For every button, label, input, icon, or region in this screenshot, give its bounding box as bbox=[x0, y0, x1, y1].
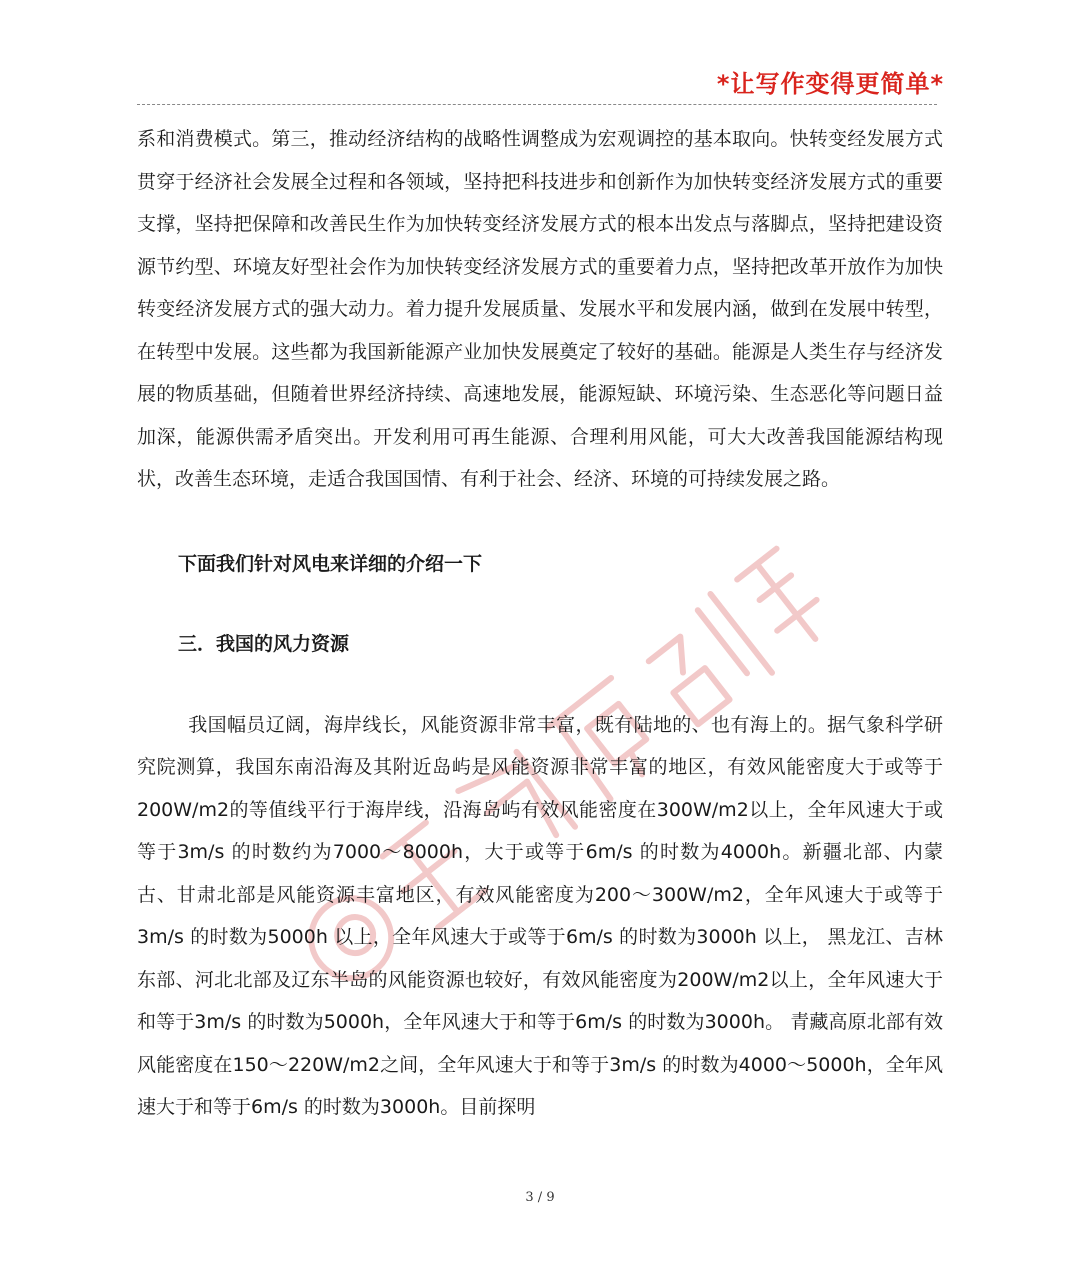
body-paragraph-1: 系和消费模式。第三，推动经济结构的战略性调整成为宏观调控的基本取向。快转变经发展方式贯穿于经济社会发展全过程和各领域，坚持把科技进步和创新作为加快转变经济发展方式的重要支撑，坚持把保障和改善民生作为加快转变经济发展方式的根本出发点与落脚点，坚持把建设资源节约型、环境友好型社会作为加快转变经济发展方式的重要着力点，坚持把改革开放作为加快转变经济发展方式的强大动力。着力提升发展质量、发展水平和发展内涵，做到在发展中转型，在转型中发展。这些都为我国新能源产业加快发展奠定了较好的基础。能源是人类生存与经济发展的物质基础，但随着世界经济持续、高速地发展，能源短缺、环境污染、生态恶化等问题日益加深，能源供需矛盾突出。开发利用可再生能源、合理利用风能，可大大改善我国能源结构现状，改善生态环境，走适合我国国情、有利于社会、经济、环境的可持续发展之路。 bbox=[137, 128, 943, 490]
intro-heading: 下面我们针对风电来详细的介绍一下 bbox=[178, 552, 483, 575]
header-divider bbox=[137, 104, 937, 105]
body-paragraph-2: 我国幅员辽阔，海岸线长，风能资源非常丰富，既有陆地的、也有海上的。据气象科学研究院测算，我国东南沿海及其附近岛屿是风能资源非常丰富的地区，有效风能密度大于或等于200W/m2的等值线平行于海岸线，沿海岛屿有效风能密度在300W/m2以上，全年风速大于或等于3m/s 的时数约为7000～8000h，大于或等于6m/s 的时数为4000h。新疆北部、内蒙古、甘肃北部是风能资源丰富地区，有效风能密度为200～300W/m2，全年风速大于或等于3m/s 的时数为5000h 以上，全年风速大于或等于6m/s 的时数为3000h 以上， 黑龙江、吉林东部、河北北部及辽东半岛的风能资源也较好，有效风能密度为200W/m2以上，全年风速大于和等于3m/s 的时数为5000h，全年风速大于和等于6m/s 的时数为3000h。 青藏高原北部有效风能密度在150～220W/m2之间，全年风速大于和等于3m/s 的时数为4000～5000h，全年风速大于和等于6m/s 的时数为3000h。目前探明 bbox=[137, 713, 943, 1118]
page-number: 3 / 9 bbox=[525, 1190, 555, 1205]
document-body bbox=[137, 118, 943, 1129]
header-slogan: *让写作变得更简单* bbox=[716, 70, 944, 98]
section-heading: 三．我国的风力资源 bbox=[178, 633, 350, 655]
